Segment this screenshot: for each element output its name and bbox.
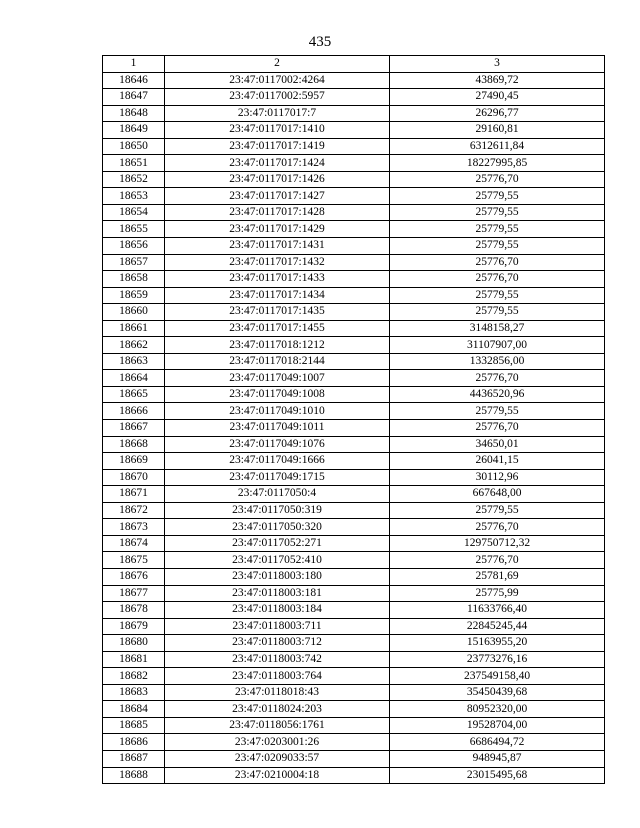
row-number-cell: 18655 — [103, 221, 165, 238]
data-table — [102, 55, 605, 784]
cadastral-number-cell: 23:47:0118003:180 — [165, 568, 390, 585]
table-row — [103, 750, 605, 767]
row-number-cell: 18677 — [103, 585, 165, 602]
row-number-cell: 18648 — [103, 105, 165, 122]
cadastral-number-cell: 23:47:0118018:43 — [165, 684, 390, 701]
value-cell: 34650,01 — [390, 436, 605, 453]
row-number-cell: 18683 — [103, 684, 165, 701]
table-row — [103, 188, 605, 205]
cadastral-number-cell: 23:47:0117017:7 — [165, 105, 390, 122]
value-cell: 26041,15 — [390, 453, 605, 470]
row-number-cell: 18680 — [103, 635, 165, 652]
row-number-cell: 18651 — [103, 155, 165, 172]
cadastral-number-cell: 23:47:0117017:1434 — [165, 287, 390, 304]
row-number-cell: 18658 — [103, 271, 165, 288]
value-cell: 22845245,44 — [390, 618, 605, 635]
value-cell: 25776,70 — [390, 552, 605, 569]
value-cell: 129750712,32 — [390, 535, 605, 552]
row-number-cell: 18650 — [103, 138, 165, 155]
row-number-cell: 18646 — [103, 72, 165, 89]
row-number-cell: 18681 — [103, 651, 165, 668]
value-cell: 15163955,20 — [390, 635, 605, 652]
table-row — [103, 519, 605, 536]
row-number-cell: 18656 — [103, 238, 165, 255]
value-cell: 25775,99 — [390, 585, 605, 602]
page-number: 435 — [308, 34, 332, 50]
table-row — [103, 320, 605, 337]
table-row — [103, 155, 605, 172]
cadastral-number-cell: 23:47:0117017:1424 — [165, 155, 390, 172]
value-cell: 25779,55 — [390, 238, 605, 255]
cadastral-number-cell: 23:47:0203001:26 — [165, 734, 390, 751]
row-number-cell: 18665 — [103, 386, 165, 403]
value-cell: 31107907,00 — [390, 337, 605, 354]
table-row — [103, 701, 605, 718]
table-row — [103, 370, 605, 387]
row-number-cell: 18688 — [103, 767, 165, 784]
row-number-cell: 18661 — [103, 320, 165, 337]
cadastral-number-cell: 23:47:0210004:18 — [165, 767, 390, 784]
table-row — [103, 668, 605, 685]
cadastral-number-cell: 23:47:0117049:1076 — [165, 436, 390, 453]
value-cell: 25776,70 — [390, 519, 605, 536]
value-cell: 26296,77 — [390, 105, 605, 122]
row-number-cell: 18685 — [103, 717, 165, 734]
value-cell: 80952320,00 — [390, 701, 605, 718]
value-cell: 30112,96 — [390, 469, 605, 486]
table-row — [103, 502, 605, 519]
table-row — [103, 469, 605, 486]
cadastral-number-cell: 23:47:0118003:184 — [165, 602, 390, 619]
value-cell: 1332856,00 — [390, 353, 605, 370]
row-number-cell: 18670 — [103, 469, 165, 486]
cadastral-number-cell: 23:47:0117049:1666 — [165, 453, 390, 470]
value-cell: 23773276,16 — [390, 651, 605, 668]
row-number-cell: 18666 — [103, 403, 165, 420]
cadastral-number-cell: 23:47:0117017:1426 — [165, 171, 390, 188]
cadastral-number-cell: 23:47:0117017:1432 — [165, 254, 390, 271]
value-cell: 25781,69 — [390, 568, 605, 585]
value-cell: 25776,70 — [390, 254, 605, 271]
table-row — [103, 171, 605, 188]
cadastral-number-cell: 23:47:0117017:1429 — [165, 221, 390, 238]
value-cell: 19528704,00 — [390, 717, 605, 734]
column-header-2: 2 — [165, 56, 390, 73]
value-cell: 25779,55 — [390, 403, 605, 420]
cadastral-number-cell: 23:47:0209033:57 — [165, 750, 390, 767]
table-row — [103, 105, 605, 122]
table-row — [103, 271, 605, 288]
table-row — [103, 353, 605, 370]
cadastral-number-cell: 23:47:0118003:711 — [165, 618, 390, 635]
table-row — [103, 221, 605, 238]
row-number-cell: 18647 — [103, 89, 165, 106]
row-number-cell: 18682 — [103, 668, 165, 685]
cadastral-number-cell: 23:47:0117049:1007 — [165, 370, 390, 387]
cadastral-number-cell: 23:47:0117017:1435 — [165, 304, 390, 321]
value-cell: 43869,72 — [390, 72, 605, 89]
row-number-cell: 18649 — [103, 122, 165, 139]
row-number-cell: 18671 — [103, 486, 165, 503]
value-cell: 25779,55 — [390, 304, 605, 321]
value-cell: 18227995,85 — [390, 155, 605, 172]
row-number-cell: 18663 — [103, 353, 165, 370]
table-row — [103, 72, 605, 89]
row-number-cell: 18660 — [103, 304, 165, 321]
table-row — [103, 651, 605, 668]
cadastral-number-cell: 23:47:0117052:410 — [165, 552, 390, 569]
row-number-cell: 18653 — [103, 188, 165, 205]
table-row — [103, 204, 605, 221]
value-cell: 237549158,40 — [390, 668, 605, 685]
row-number-cell: 18686 — [103, 734, 165, 751]
table-row — [103, 453, 605, 470]
cadastral-number-cell: 23:47:0118003:742 — [165, 651, 390, 668]
value-cell: 667648,00 — [390, 486, 605, 503]
value-cell: 25779,55 — [390, 221, 605, 238]
table-row — [103, 618, 605, 635]
value-cell: 25776,70 — [390, 420, 605, 437]
cadastral-number-cell: 23:47:0117017:1455 — [165, 320, 390, 337]
table-row — [103, 254, 605, 271]
table-row — [103, 420, 605, 437]
value-cell: 23015495,68 — [390, 767, 605, 784]
column-header-3: 3 — [390, 56, 605, 73]
value-cell: 25776,70 — [390, 271, 605, 288]
row-number-cell: 18664 — [103, 370, 165, 387]
row-number-cell: 18652 — [103, 171, 165, 188]
value-cell: 3148158,27 — [390, 320, 605, 337]
row-number-cell: 18684 — [103, 701, 165, 718]
cadastral-number-cell: 23:47:0117049:1011 — [165, 420, 390, 437]
table-row — [103, 734, 605, 751]
table-row — [103, 684, 605, 701]
value-cell: 25776,70 — [390, 370, 605, 387]
column-header-1: 1 — [103, 56, 165, 73]
row-number-cell: 18657 — [103, 254, 165, 271]
row-number-cell: 18674 — [103, 535, 165, 552]
table-row — [103, 552, 605, 569]
cadastral-number-cell: 23:47:0118024:203 — [165, 701, 390, 718]
cadastral-number-cell: 23:47:0117050:319 — [165, 502, 390, 519]
cadastral-number-cell: 23:47:0117017:1431 — [165, 238, 390, 255]
value-cell: 6686494,72 — [390, 734, 605, 751]
table-row — [103, 635, 605, 652]
value-cell: 25779,55 — [390, 502, 605, 519]
row-number-cell: 18662 — [103, 337, 165, 354]
value-cell: 25779,55 — [390, 204, 605, 221]
table-row — [103, 585, 605, 602]
row-number-cell: 18687 — [103, 750, 165, 767]
cadastral-number-cell: 23:47:0117002:4264 — [165, 72, 390, 89]
cadastral-number-cell: 23:47:0118056:1761 — [165, 717, 390, 734]
value-cell: 29160,81 — [390, 122, 605, 139]
table-row — [103, 486, 605, 503]
table-row — [103, 535, 605, 552]
cadastral-number-cell: 23:47:0117050:4 — [165, 486, 390, 503]
table-row — [103, 304, 605, 321]
cadastral-number-cell: 23:47:0117017:1410 — [165, 122, 390, 139]
row-number-cell: 18672 — [103, 502, 165, 519]
table-row — [103, 386, 605, 403]
value-cell: 6312611,84 — [390, 138, 605, 155]
cadastral-number-cell: 23:47:0117002:5957 — [165, 89, 390, 106]
row-number-cell: 18659 — [103, 287, 165, 304]
row-number-cell: 18669 — [103, 453, 165, 470]
table-row — [103, 403, 605, 420]
value-cell: 35450439,68 — [390, 684, 605, 701]
table-row — [103, 138, 605, 155]
value-cell: 4436520,96 — [390, 386, 605, 403]
table-row — [103, 238, 605, 255]
cadastral-number-cell: 23:47:0117018:2144 — [165, 353, 390, 370]
cadastral-number-cell: 23:47:0117017:1427 — [165, 188, 390, 205]
cadastral-number-cell: 23:47:0117049:1715 — [165, 469, 390, 486]
table-row — [103, 568, 605, 585]
cadastral-number-cell: 23:47:0117049:1010 — [165, 403, 390, 420]
value-cell: 27490,45 — [390, 89, 605, 106]
table-row — [103, 122, 605, 139]
table-row — [103, 89, 605, 106]
cadastral-number-cell: 23:47:0118003:712 — [165, 635, 390, 652]
row-number-cell: 18679 — [103, 618, 165, 635]
table-header — [103, 56, 605, 73]
cadastral-number-cell: 23:47:0118003:181 — [165, 585, 390, 602]
cadastral-number-cell: 23:47:0117017:1433 — [165, 271, 390, 288]
value-cell: 11633766,40 — [390, 602, 605, 619]
cadastral-number-cell: 23:47:0117018:1212 — [165, 337, 390, 354]
table-row — [103, 287, 605, 304]
table-row — [103, 767, 605, 784]
value-cell: 25779,55 — [390, 287, 605, 304]
cadastral-number-cell: 23:47:0117017:1419 — [165, 138, 390, 155]
table-body — [103, 72, 605, 784]
row-number-cell: 18667 — [103, 420, 165, 437]
table-row — [103, 602, 605, 619]
value-cell: 25779,55 — [390, 188, 605, 205]
value-cell: 25776,70 — [390, 171, 605, 188]
row-number-cell: 18678 — [103, 602, 165, 619]
header-row — [103, 56, 605, 73]
row-number-cell: 18673 — [103, 519, 165, 536]
cadastral-number-cell: 23:47:0117052:271 — [165, 535, 390, 552]
table-row — [103, 717, 605, 734]
row-number-cell: 18668 — [103, 436, 165, 453]
row-number-cell: 18676 — [103, 568, 165, 585]
table-row — [103, 337, 605, 354]
cadastral-number-cell: 23:47:0117049:1008 — [165, 386, 390, 403]
cadastral-number-cell: 23:47:0117050:320 — [165, 519, 390, 536]
row-number-cell: 18675 — [103, 552, 165, 569]
value-cell: 948945,87 — [390, 750, 605, 767]
table-row — [103, 436, 605, 453]
cadastral-number-cell: 23:47:0117017:1428 — [165, 204, 390, 221]
cadastral-number-cell: 23:47:0118003:764 — [165, 668, 390, 685]
row-number-cell: 18654 — [103, 204, 165, 221]
